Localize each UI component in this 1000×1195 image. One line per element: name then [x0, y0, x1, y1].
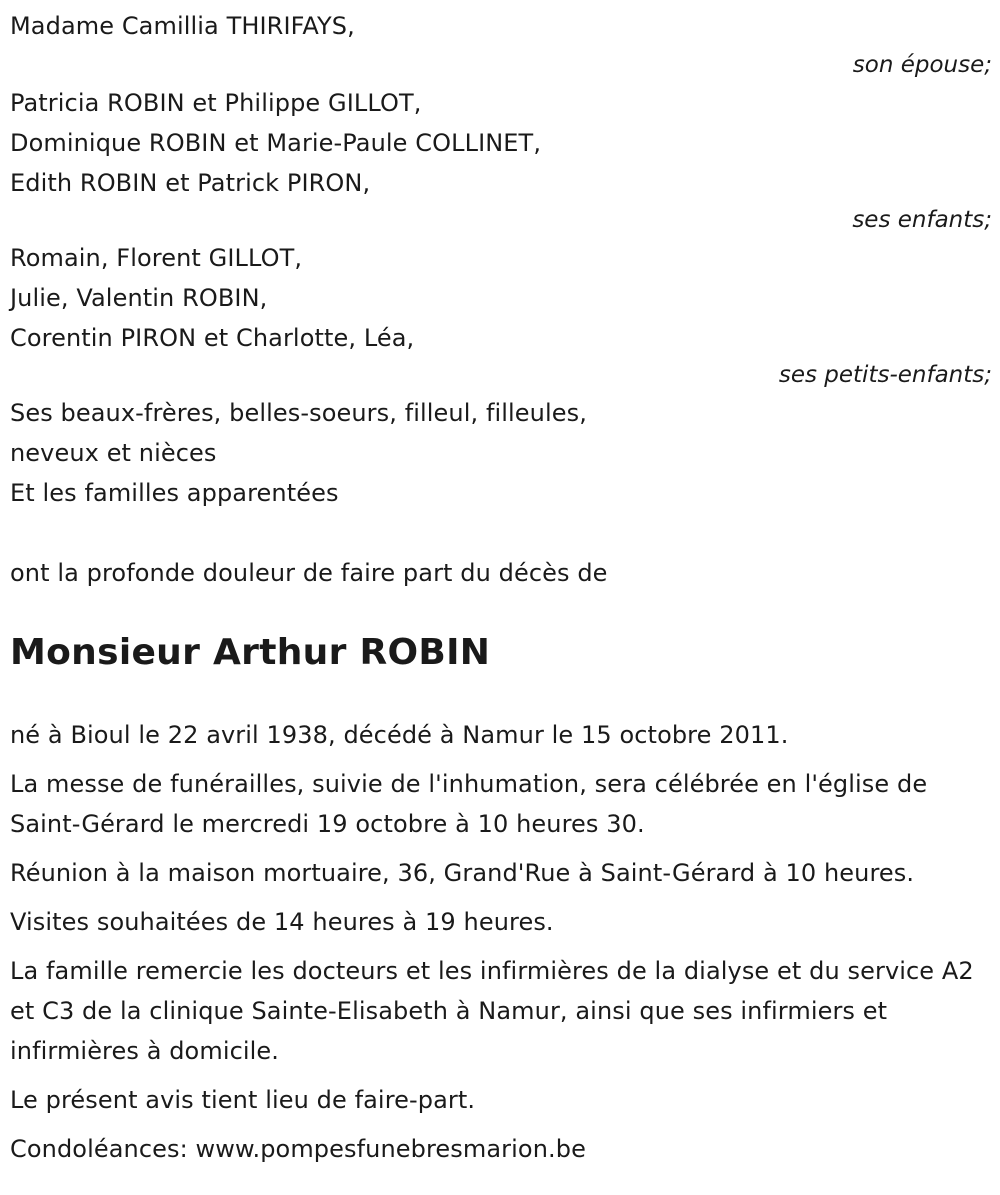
- children-section: [10, 83, 992, 234]
- funeral-info: La messe de funérailles, suivie de l'inhumation, sera célébrée en l'église de Saint-Gérard le mercredi 19 octobre à 10 heures 30.: [10, 770, 928, 838]
- gathering-info: Réunion à la maison mortuaire, 36, Grand'Rue à Saint-Gérard à 10 heures.: [10, 859, 915, 887]
- spouse-section: [10, 0, 992, 79]
- grandchild-line: Corentin PIRON et Charlotte, Léa,: [10, 324, 415, 352]
- grandchild-line: Romain, Florent GILLOT,: [10, 244, 303, 272]
- grandchild-line: Julie, Valentin ROBIN,: [10, 284, 268, 312]
- notice-statement: Le présent avis tient lieu de faire-part.: [10, 1086, 476, 1114]
- visits-info: Visites souhaitées de 14 heures à 19 heures.: [10, 908, 554, 936]
- condolences-link: Condoléances: www.pompesfunebresmarion.be: [10, 1135, 586, 1163]
- child-line: Patricia ROBIN et Philippe GILLOT,: [10, 89, 422, 117]
- spouse-relation: son épouse;: [852, 52, 992, 78]
- child-line: Dominique ROBIN et Marie-Paule COLLINET,: [10, 129, 542, 157]
- grandchildren-section: [10, 238, 992, 389]
- relatives-line: neveux et nièces: [10, 439, 217, 467]
- children-relation: ses enfants;: [852, 207, 992, 233]
- deceased-name: Monsieur Arthur ROBIN: [10, 632, 491, 673]
- relatives-line: Et les familles apparentées: [10, 479, 339, 507]
- other-relatives-section: [10, 393, 992, 513]
- announcement-intro: ont la profonde douleur de faire part du décès de: [10, 559, 608, 587]
- birth-death-dates: né à Bioul le 22 avril 1938, décédé à Namur le 15 octobre 2011.: [10, 721, 789, 749]
- thanks-message: La famille remercie les docteurs et les infirmières de la dialyse et du service A2 et C3 de la clinique Sainte-Elisabeth à Namur, ainsi que ses infirmiers et infirmières à domicile.: [10, 957, 974, 1065]
- details-section: [10, 715, 992, 1169]
- obituary-notice: [10, 0, 992, 1178]
- child-line: Edith ROBIN et Patrick PIRON,: [10, 169, 371, 197]
- grandchildren-relation: ses petits-enfants;: [778, 362, 992, 388]
- relatives-line: Ses beaux-frères, belles-soeurs, filleul, filleules,: [10, 399, 587, 427]
- spouse-name: Madame Camillia THIRIFAYS,: [10, 12, 355, 40]
